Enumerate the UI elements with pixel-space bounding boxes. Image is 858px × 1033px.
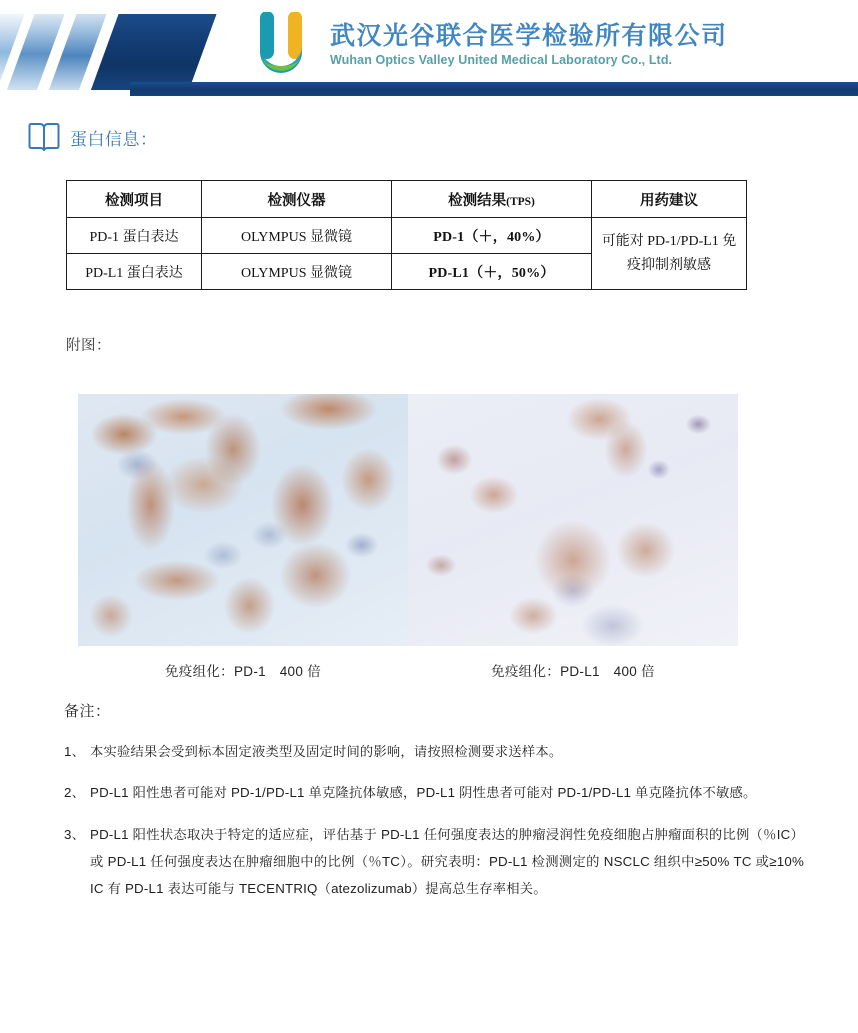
- caption-pd1: 免疫组化：PD-1 400 倍: [164, 664, 322, 679]
- stripe-4-navy: [87, 14, 218, 90]
- u-logo-icon: [250, 12, 312, 78]
- notes-list: [64, 738, 804, 916]
- figure-captions: [78, 660, 738, 680]
- company-name-en: Wuhan Optics Valley United Medical Laboratory Co., Ltd.: [330, 52, 673, 67]
- note-number-1: 1、: [64, 744, 86, 759]
- col-header-result: [392, 181, 592, 218]
- note-number-2: 2、: [64, 785, 86, 801]
- list-item: [64, 779, 804, 806]
- microscopy-figure: [78, 394, 738, 646]
- note-text-2: PD-L1 阳性患者可能对 PD-1/PD-L1 单克隆抗体敏感，PD-L1 阴性患者可能对 PD-1/PD-L1 单克隆抗体不敏感。: [90, 785, 757, 801]
- cell-instrument-pdl1: OLYMPUS 显微镜: [202, 254, 392, 290]
- cell-result-pd1: PD-1（＋，40%）: [392, 218, 592, 254]
- table-row: [67, 218, 747, 254]
- col-header-result-sub: (TPS): [506, 195, 535, 208]
- brand-block: [250, 12, 728, 78]
- open-book-icon: [28, 120, 60, 154]
- micrograph-pdl1: [408, 394, 738, 646]
- figure-label: 附图：: [66, 338, 111, 354]
- list-item: [64, 738, 804, 765]
- cell-instrument-pd1: OLYMPUS 显微镜: [202, 218, 392, 254]
- page-header: [0, 0, 858, 100]
- cell-advice: 可能对 PD-1/PD-L1 免疫抑制剂敏感: [592, 218, 747, 290]
- header-decorative-stripes: [0, 14, 260, 90]
- col-header-result-label: 检测结果: [448, 192, 507, 209]
- header-navy-bar: [130, 82, 858, 96]
- caption-pdl1: 免疫组化：PD-L1 400 倍: [491, 664, 655, 679]
- section-title-label: 蛋白信息：: [70, 129, 158, 149]
- note-text-1: 本实验结果会受到标本固定液类型及固定时间的影响，请按照检测要求送样本。: [90, 744, 563, 759]
- protein-info-table: [66, 180, 747, 290]
- section-header-protein-info: [28, 120, 158, 154]
- col-header-advice: 用药建议: [592, 181, 747, 218]
- table-header-row: [67, 181, 747, 218]
- note-text-3: PD-L1 阳性状态取决于特定的适应症，评估基于 PD-L1 任何强度表达的肿瘤浸润性免疫细胞占肿瘤面积的比例（％IC）或 PD-L1 任何强度表达在肿瘤细胞中的比例（％TC）。研究表明：PD-L1 检测测定的 NSCLC 组织中≥50% TC 或≥10% IC 有 PD-L1 表达可能与 TECENTRIQ（atezolizumab）提高总生存率相关。: [90, 826, 804, 896]
- note-number-3: 3、: [64, 826, 86, 842]
- company-name-cn: 武汉光谷联合医学检验所有限公司: [330, 22, 728, 51]
- cell-item-pdl1: PD-L1 蛋白表达: [67, 254, 202, 290]
- list-item: [64, 821, 804, 903]
- cell-result-pdl1: PD-L1（＋，50%）: [392, 254, 592, 290]
- col-header-instrument: 检测仪器: [202, 181, 392, 218]
- micrograph-pd1: [78, 394, 408, 646]
- cell-item-pd1: PD-1 蛋白表达: [67, 218, 202, 254]
- col-header-item: 检测项目: [67, 181, 202, 218]
- notes-title: 备注：: [64, 703, 111, 720]
